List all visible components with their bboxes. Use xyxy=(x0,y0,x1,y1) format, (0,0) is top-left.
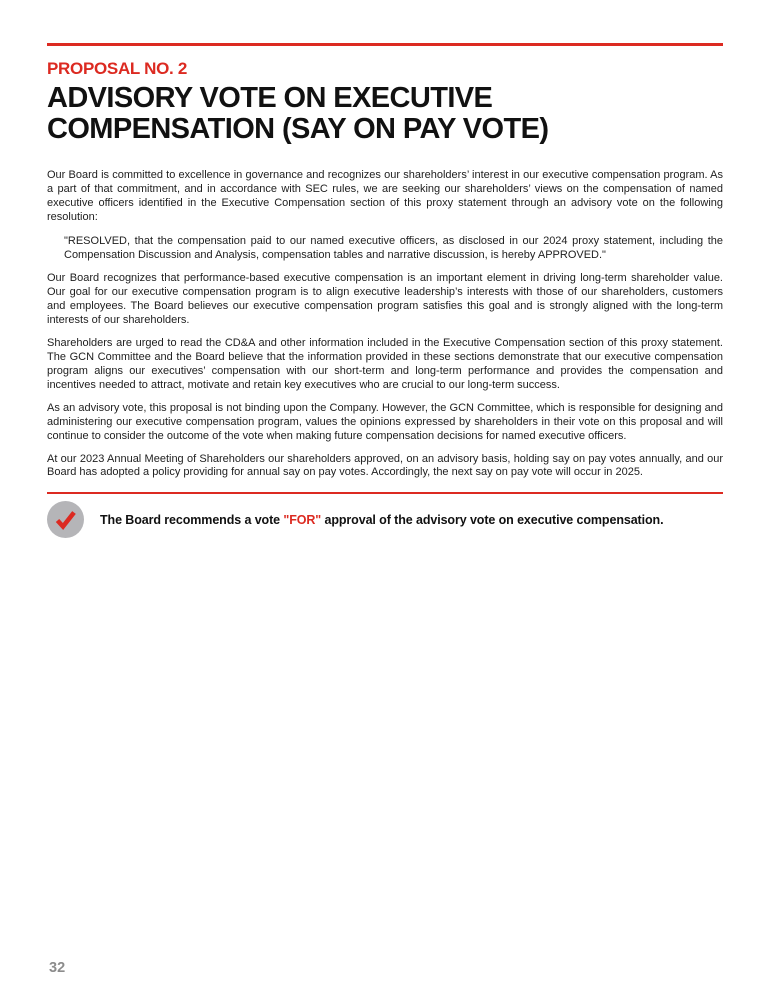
page-title-line-2: COMPENSATION (SAY ON PAY VOTE) xyxy=(47,113,549,146)
top-divider xyxy=(47,43,723,46)
proposal-number-heading: PROPOSAL NO. 2 xyxy=(47,59,188,78)
page-title-line-1: ADVISORY VOTE ON EXECUTIVE xyxy=(47,82,493,114)
paragraph-performance-based: Our Board recognizes that performance-based executive compensation is an important element in driving long-term shareholder value. Our goal for our executive compensation program is to align executive leadership’s interests with those of our shareholders, customers and employees. The Board believes our executive compensation program satisfies this goal and is strongly aligned with the long-term interests of our shareholders. xyxy=(47,271,723,326)
resolution-quote: "RESOLVED, that the compensation paid to our named executive officers, as disclosed in our 2024 proxy statement, including the Compensation Discussion and Analysis, compensation tables and narrative discussion, is hereby APPROVED." xyxy=(64,234,723,261)
recommendation-prefix: The Board recommends a vote xyxy=(100,512,284,527)
paragraph-advisory-nonbinding: As an advisory vote, this proposal is not binding upon the Company. However, the GCN Committee, which is responsible for designing and administering our executive compensation program, values the opinions expressed by shareholders in their vote on this proposal and will continue to consider the outcome of the vote when making future compensation decisions for named executive officers. xyxy=(47,401,723,442)
paragraph-cda-reference: Shareholders are urged to read the CD&A and other information included in the Executive Compensation section of this proxy statement. The GCN Committee and the Board believe that the information provided in these sections demonstrate that our executive compensation program aligns our executives’ compensation with our short-term and long-term performance and provides the compensation and incentives needed to attract, motivate and retain key executives who are crucial to our long-term success. xyxy=(47,336,723,391)
page-content xyxy=(0,43,768,538)
paragraph-annual-meeting: At our 2023 Annual Meeting of Shareholders our shareholders approved, on an advisory basis, holding say on pay votes annually, and our Board has adopted a policy providing for annual say on pay votes. Accordingly, the next say on pay vote will occur in 2025. xyxy=(47,452,723,479)
recommendation-suffix: approval of the advisory vote on executive compensation. xyxy=(321,512,664,527)
check-icon xyxy=(47,501,84,538)
recommendation-divider xyxy=(47,492,723,494)
board-recommendation xyxy=(47,501,723,538)
page-title xyxy=(47,83,723,145)
page-number: 32 xyxy=(49,960,66,976)
recommendation-text xyxy=(100,513,663,527)
vote-for-label: "FOR" xyxy=(283,512,322,527)
paragraph-board-commitment: Our Board is committed to excellence in governance and recognizes our shareholders’ interest in our executive compensation program. As a part of that commitment, and in accordance with SEC rules, we are seeking our shareholders’ views on the compensation of named executive officers identified in the Executive Compensation section of this proxy statement through an advisory vote on the following resolution: xyxy=(47,169,723,223)
